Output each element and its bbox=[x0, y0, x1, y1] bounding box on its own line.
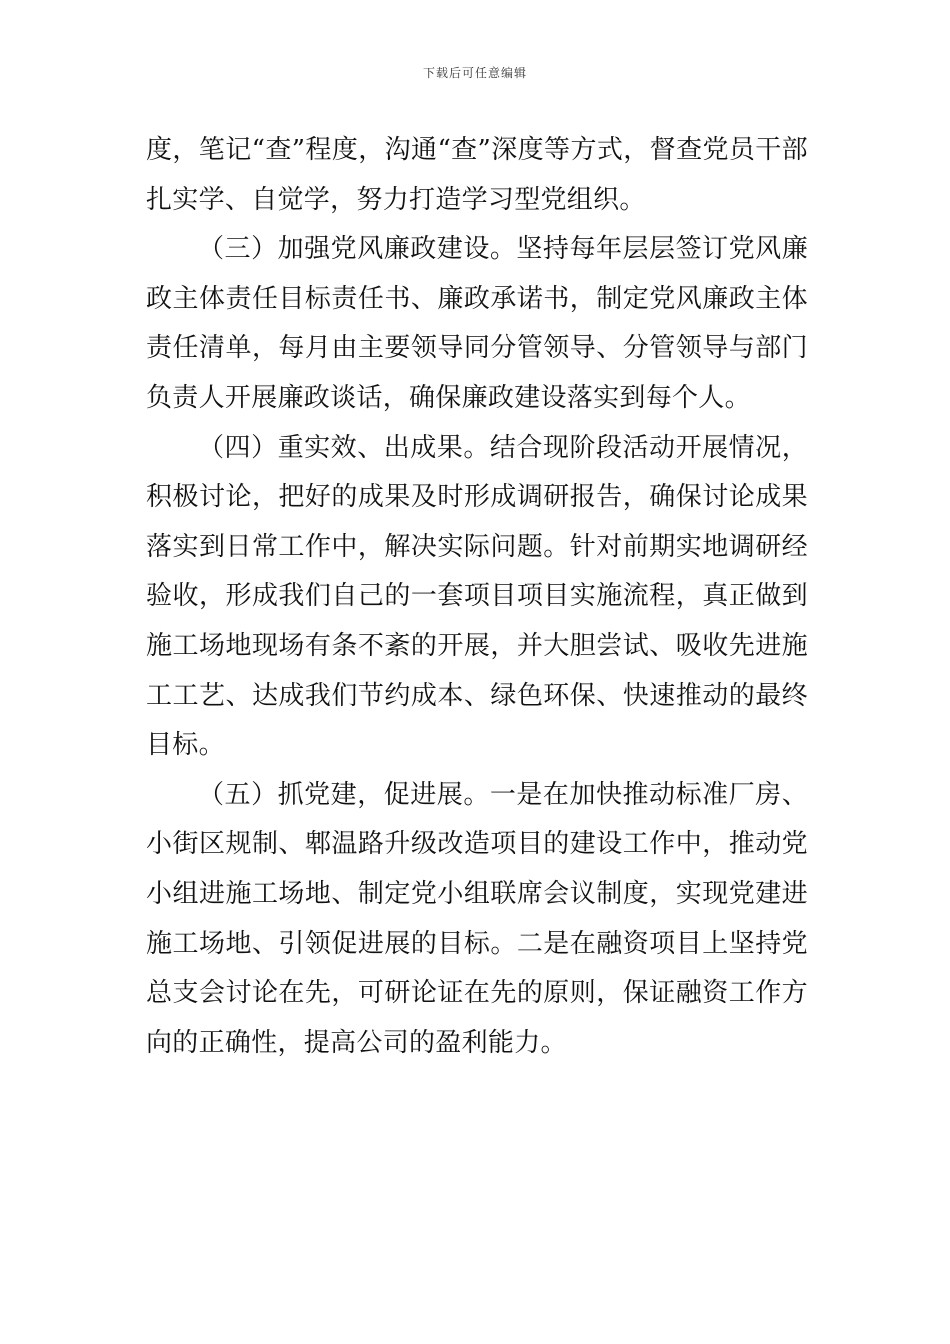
header-note: 下载后可任意编辑 bbox=[422, 66, 527, 80]
document-body bbox=[146, 126, 808, 1068]
paragraph-continuation: 度，笔记“查”程度，沟通“查”深度等方式，督查党员干部扎实学、自觉学，努力打造学习型党组织。 bbox=[146, 135, 808, 215]
paragraph-section-3: （三）加强党风廉政建设。坚持每年层层签订党风廉政主体责任目标责任书、廉政承诺书，制定党风廉政主体责任清单，每月由主要领导同分管领导、分管领导与部门负责人开展廉政谈话，确保廉政建设落实到每个人。 bbox=[146, 234, 808, 413]
paragraph-section-5: （五）抓党建，促进展。一是在加快推动标准厂房、小街区规制、郫温路升级改造项目的建设工作中，推动党小组进施工场地、制定党小组联席会议制度，实现党建进施工场地、引领促进展的目标。二是在融资项目上坚持党总支会讨论在先，可研论证在先的原则，保证融资工作方向的正确性，提高公司的盈利能力。 bbox=[146, 779, 808, 1058]
paragraph-section-4: （四）重实效、出成果。结合现阶段活动开展情况，积极讨论，把好的成果及时形成调研报告，确保讨论成果落实到日常工作中，解决实际问题。针对前期实地调研经验收，形成我们自己的一套项目项目实施流程，真正做到施工场地现场有条不紊的开展，并大胆尝试、吸收先进施工工艺、达成我们节约成本、绿色环保、快速推动的最终目标。 bbox=[146, 432, 808, 761]
